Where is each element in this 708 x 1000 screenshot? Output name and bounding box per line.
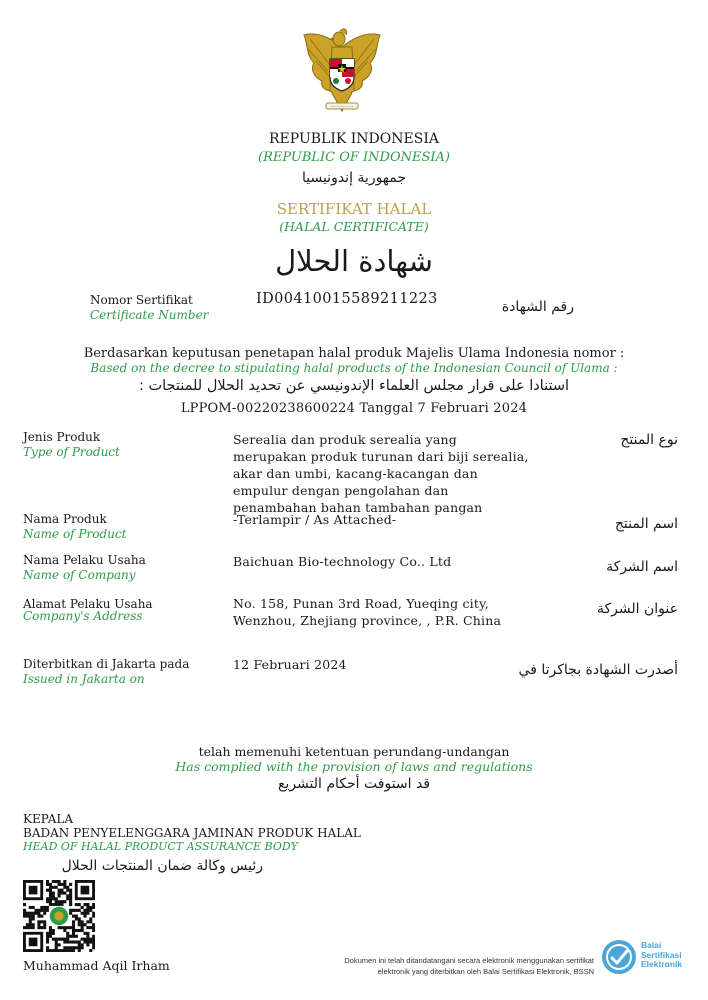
e-sign-note-line1: Dokumen ini telah ditandatangani secara elektronik menggunakan sertifikat xyxy=(344,956,594,965)
field-company-address-label-en: Company's Address xyxy=(23,609,143,623)
signatory-body-en: HEAD OF HALAL PRODUCT ASSURANCE BODY xyxy=(23,840,298,853)
compliance-text-en: Has complied with the provision of laws and regulations xyxy=(175,759,533,774)
signatory-role: KEPALA xyxy=(23,812,73,826)
bsre-text-line2: Sertifikasi xyxy=(641,949,682,960)
decree-text-ar: استنادا على قرار مجلس العلماء الإندونيسي عن تحديد الحلال للمنتجات : xyxy=(138,378,570,394)
field-company-address-label: Alamat Pelaku Usaha xyxy=(23,597,153,611)
decree-reference: LPPOM-00220238600224 Tanggal 7 Februari 2024 xyxy=(180,401,528,416)
cert-number-value: ID00410015589211223 xyxy=(256,291,438,307)
signatory-body: BADAN PENYELENGGARA JAMINAN PRODUK HALAL xyxy=(23,826,361,840)
bsre-logo-text xyxy=(641,941,682,970)
certificate-title: SERTIFIKAT HALAL xyxy=(276,200,432,218)
country-name-en: (REPUBLIC OF INDONESIA) xyxy=(258,150,450,165)
compliance-text-ar: قد استوفت أحكام التشريع xyxy=(277,776,431,792)
field-company-name-value: Baichuan Bio-technology Co.. Ltd xyxy=(233,554,452,569)
country-name-ar: جمهورية إندونيسيا xyxy=(301,170,407,186)
field-product-name-label-ar: اسم المنتج xyxy=(614,516,678,532)
bsre-text-line3: Elektronik xyxy=(641,959,683,969)
certificate-title-ar: شهادة الحلال xyxy=(275,244,433,278)
field-company-name-label-en: Name of Company xyxy=(23,568,136,582)
signatory-body-ar: رئيس وكالة ضمان المنتجات الحلال xyxy=(61,858,263,874)
cert-number-label-ar: رقم الشهادة xyxy=(501,299,574,315)
field-issued-date-value: 12 Februari 2024 xyxy=(233,657,347,672)
field-company-name-label-ar: اسم الشركة xyxy=(606,559,678,575)
field-issued-label: Diterbitkan di Jakarta pada xyxy=(23,657,190,671)
compliance-text: telah memenuhi ketentuan perundang-undangan xyxy=(198,744,510,759)
field-product-name-value: -Terlampir / As Attached- xyxy=(233,512,397,527)
field-company-address-label-ar: عنوان الشركة xyxy=(597,601,678,617)
e-sign-note-line2: elektronik yang diterbitkan oleh Balai Sertifikasi Elektronik, BSSN xyxy=(377,967,594,976)
qr-code-icon xyxy=(23,880,95,952)
cert-number-label: Nomor Sertifikat xyxy=(90,293,193,307)
field-product-name-label-en: Name of Product xyxy=(23,527,127,541)
bsre-logo-icon xyxy=(600,938,638,976)
e-sign-note xyxy=(300,955,594,977)
svg-text:~~~~~~~~: ~~~~~~~~ xyxy=(330,105,354,109)
cert-number-label-en: Certificate Number xyxy=(90,308,209,322)
field-company-address-value: No. 158, Punan 3rd Road, Yueqing city, Wenzhou, Zhejiang province, , P.R. China xyxy=(233,596,502,628)
field-product-type-value: Serealia dan produk serealia yang merupakan produk turunan dari biji serealia, akar dan umbi, kacang-kacangan dan empulur dengan pengolahan dan penambahan bahan tambahan pangan xyxy=(233,432,529,515)
field-company-name-label: Nama Pelaku Usaha xyxy=(23,553,146,567)
field-product-name-label: Nama Produk xyxy=(23,512,107,526)
decree-text: Berdasarkan keputusan penetapan halal produk Majelis Ulama Indonesia nomor : xyxy=(83,346,625,361)
country-name: REPUBLIK INDONESIA xyxy=(269,131,439,147)
field-issued-label-en: Issued in Jakarta on xyxy=(23,672,145,686)
field-issued-label-ar: أصدرت الشهادة بجاكرتا في xyxy=(518,662,678,678)
certificate-title-en: (HALAL CERTIFICATE) xyxy=(279,219,429,234)
bsre-text-line1: Balai xyxy=(641,940,662,950)
field-product-type-label-ar: نوع المنتج xyxy=(620,432,678,448)
garuda-emblem-icon xyxy=(296,25,388,117)
signatory-name: Muhammad Aqil Irham xyxy=(23,958,170,973)
decree-text-en: Based on the decree to stipulating halal products of the Indonesian Council of Ulama : xyxy=(90,361,618,375)
field-product-type-label: Jenis Produk xyxy=(23,430,101,444)
field-product-type-label-en: Type of Product xyxy=(23,445,120,459)
